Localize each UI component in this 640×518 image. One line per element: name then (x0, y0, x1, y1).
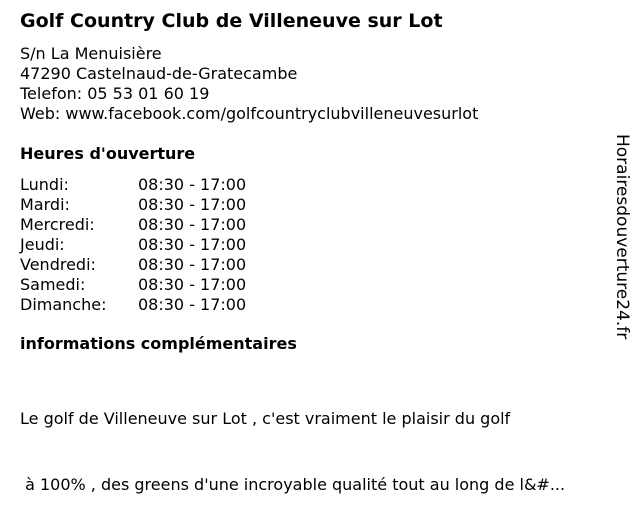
time-range: 08:30 - 17:00 (138, 275, 247, 294)
day-label: Samedi: (20, 275, 86, 294)
time-range: 08:30 - 17:00 (138, 255, 247, 274)
site-watermark: Horairesdouverture24.fr (612, 134, 632, 340)
day-label: Lundi: (20, 175, 69, 194)
hours-row-wednesday (20, 215, 246, 235)
hours-row-friday (20, 255, 246, 275)
hours-row-sunday (20, 295, 246, 315)
website-link[interactable]: Web: www.facebook.com/golfcountryclubvilleneuvesurlot (20, 104, 479, 123)
day-label: Mardi: (20, 195, 70, 214)
day-label: Jeudi: (20, 235, 65, 254)
time-range: 08:30 - 17:00 (138, 295, 247, 314)
time-range: 08:30 - 17:00 (138, 195, 247, 214)
day-label: Vendredi: (20, 255, 96, 274)
hours-row-saturday (20, 275, 246, 295)
address-block (20, 44, 478, 124)
business-name: Golf Country Club de Villeneuve sur Lot (20, 10, 443, 32)
time-range: 08:30 - 17:00 (138, 235, 247, 254)
time-range: 08:30 - 17:00 (138, 215, 247, 234)
address-city: 47290 Castelnaud-de-Gratecambe (20, 64, 298, 83)
opening-hours-table (20, 175, 246, 315)
day-label: Mercredi: (20, 215, 95, 234)
hours-row-tuesday (20, 195, 246, 215)
address-street: S/n La Menuisière (20, 44, 162, 63)
description-line-2: à 100% , des greens d'une incroyable qualité tout au long de l&#... (20, 475, 566, 494)
opening-hours-heading: Heures d'ouverture (20, 144, 196, 163)
additional-info-heading: informations complémentaires (20, 334, 297, 353)
description-line-1: Le golf de Villeneuve sur Lot , c'est vraiment le plaisir du golf (20, 409, 511, 428)
day-label: Dimanche: (20, 295, 107, 314)
hours-row-thursday (20, 235, 246, 255)
time-range: 08:30 - 17:00 (138, 175, 247, 194)
additional-info-text (20, 364, 620, 518)
phone-number: Telefon: 05 53 01 60 19 (20, 84, 210, 103)
hours-row-monday (20, 175, 246, 195)
